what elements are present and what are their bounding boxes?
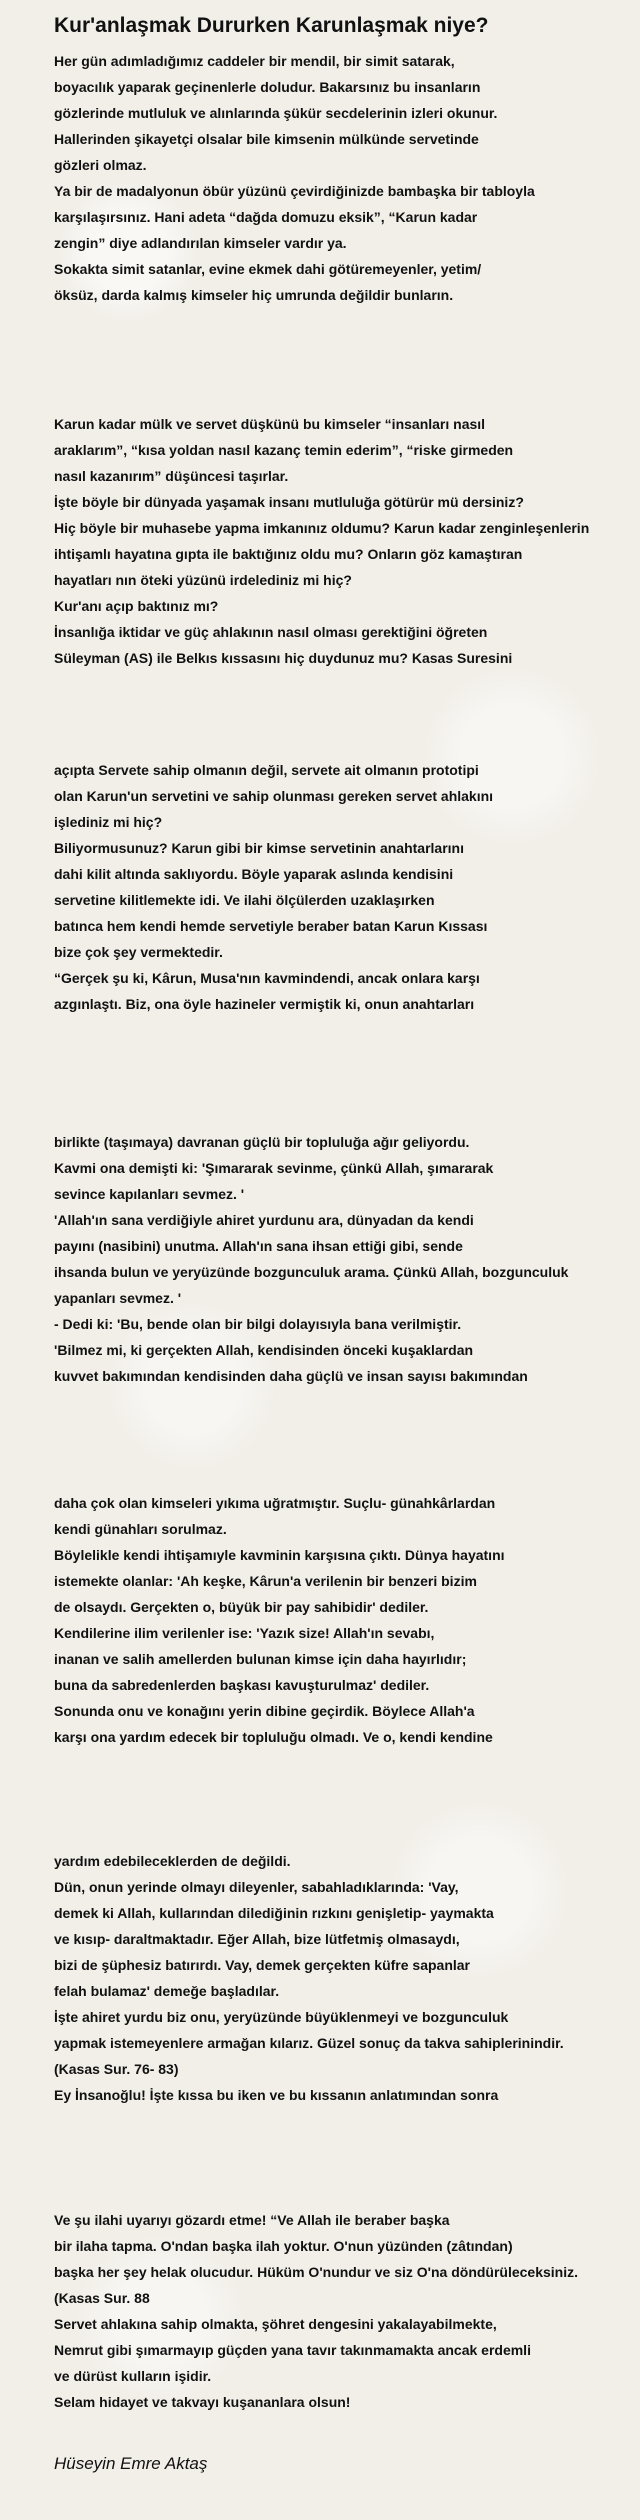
text-line: bize çok şey vermektedir. [54, 944, 223, 960]
text-line: Dün, onun yerinde olmayı dileyenler, sabahladıklarında: 'Vay, [54, 1879, 459, 1895]
text-line: işlediniz mi hiç? [54, 814, 163, 830]
paragraph-2 [54, 411, 634, 671]
text-line: servetine kilitlemekte idi. Ve ilahi ölçülerden uzaklaşırken [54, 892, 435, 908]
text-line: karşılaşırsınız. Hani adeta “dağda domuzu eksik”, “Karun kadar [54, 209, 478, 225]
text-line: demek ki Allah, kullarından dilediğinin rızkını genişletip- yaymakta [54, 1905, 494, 1921]
text-line: ve dürüst kulların işidir. [54, 2368, 212, 2384]
text-line: Ve şu ilahi uyarıyı gözardı etme! “Ve Allah ile beraber başka [54, 2212, 450, 2228]
text-line: İşte böyle bir dünyada yaşamak insanı mutluluğa götürür mü dersiniz? [54, 494, 524, 510]
text-line: azgınlaştı. Biz, ona öyle hazineler vermiştik ki, onun anahtarları [54, 996, 475, 1012]
text-line: açıpta Servete sahip olmanın değil, servete ait olmanın prototipi [54, 762, 479, 778]
text-line: olan Karun'un servetini ve sahip olunması gereken servet ahlakını [54, 788, 494, 804]
paragraph-6 [54, 1848, 634, 2108]
text-line: Kur'anı açıp baktınız mı? [54, 598, 219, 614]
text-line: buna da sabredenlerden başkası kavuşturulmaz' dediler. [54, 1677, 430, 1693]
text-line: daha çok olan kimseleri yıkıma uğratmıştır. Suçlu- günahkârlardan [54, 1495, 496, 1511]
text-line: inanan ve salih amellerden bulunan kimse için daha hayırlıdır; [54, 1651, 467, 1667]
text-line: başka her şey helak olucudur. Hüküm O'nundur ve siz O'na döndürüleceksiniz. [54, 2264, 579, 2280]
text-line: Selam hidayet ve takvayı kuşananlara olsun! [54, 2394, 351, 2410]
text-line: ihtişamlı hayatına gıpta ile baktığınız oldu mu? Onların göz kamaştıran [54, 546, 523, 562]
text-line: öksüz, darda kalmış kimseler hiç umrunda değildir bunların. [54, 287, 454, 303]
text-line: 'Bilmez mi, ki gerçekten Allah, kendisinden önceki kuşaklardan [54, 1342, 474, 1358]
text-line: hayatları nın öteki yüzünü irdelediniz mi hiç? [54, 572, 352, 588]
text-line: payını (nasibini) unutma. Allah'ın sana ihsan ettiği gibi, sende [54, 1238, 463, 1254]
text-line: yardım edebileceklerden de değildi. [54, 1853, 291, 1869]
text-line: Biliyormusunuz? Karun gibi bir kimse servetinin anahtarlarını [54, 840, 464, 856]
text-line: ve kısıp- daraltmaktadır. Eğer Allah, bize lütfetmiş olmasaydı, [54, 1931, 460, 1947]
text-line: felah bulamaz' demeğe başladılar. [54, 1983, 280, 1999]
text-line: sevince kapılanları sevmez. ' [54, 1186, 245, 1202]
text-line: 'Allah'ın sana verdiğiyle ahiret yurdunu ara, dünyadan da kendi [54, 1212, 474, 1228]
text-line: Süleyman (AS) ile Belkıs kıssasını hiç duydunuz mu? Kasas Suresini [54, 650, 513, 666]
text-line: - Dedi ki: 'Bu, bende olan bir bilgi dolayısıyla bana verilmiştir. [54, 1316, 462, 1332]
text-line: “Gerçek şu ki, Kârun, Musa'nın kavmindendi, ancak onlara karşı [54, 970, 480, 986]
paragraph-5 [54, 1490, 634, 1750]
text-line: Servet ahlakına sahip olmakta, şöhret dengesini yakalayabilmekte, [54, 2316, 497, 2332]
text-line: zengin” diye adlandırılan kimseler vardır ya. [54, 235, 347, 251]
text-line: Karun kadar mülk ve servet düşkünü bu kimseler “insanları nasıl [54, 416, 486, 432]
text-line: istemekte olanlar: 'Ah keşke, Kârun'a verilenin bir benzeri bizim [54, 1573, 477, 1589]
text-line: Hiç böyle bir muhasebe yapma imkanınız oldumu? Karun kadar zenginleşenlerin [54, 520, 590, 536]
text-line: Nemrut gibi şımarmayıp güçden yana tavır takınmamakta ancak erdemli [54, 2342, 531, 2358]
text-line: batınca hem kendi hemde servetiyle beraber batan Karun Kıssası [54, 918, 488, 934]
text-line: ihsanda bulun ve yeryüzünde bozgunculuk arama. Çünkü Allah, bozgunculuk [54, 1264, 569, 1280]
text-line: Kavmi ona demişti ki: 'Şımararak sevinme, çünkü Allah, şımararak [54, 1160, 494, 1176]
text-line: İşte ahiret yurdu biz onu, yeryüzünde büyüklenmeyi ve bozgunculuk [54, 2009, 509, 2025]
text-line: karşı ona yardım edecek bir topluluğu olmadı. Ve o, kendi kendine [54, 1729, 493, 1745]
paragraph-1 [54, 48, 634, 308]
text-line: araklarım”, “kısa yoldan nasıl kazanç temin ederim”, “riske girmeden [54, 442, 514, 458]
text-line: boyacılık yaparak geçinenlerle doludur. Bakarsınız bu insanların [54, 79, 481, 95]
page-title: Kur'anlaşmak Dururken Karunlaşmak niye? [54, 14, 489, 37]
text-line: yapmak istemeyenlere armağan kılarız. Güzel sonuç da takva sahiplerinindir. [54, 2035, 564, 2051]
paragraph-3 [54, 757, 634, 1017]
text-line: Her gün adımladığımız caddeler bir mendil, bir simit satarak, [54, 53, 455, 69]
text-line: Ey İnsanoğlu! İşte kıssa bu iken ve bu kıssanın anlatımından sonra [54, 2087, 499, 2103]
text-line: (Kasas Sur. 88 [54, 2290, 150, 2306]
text-line: birlikte (taşımaya) davranan güçlü bir topluluğa ağır geliyordu. [54, 1134, 470, 1150]
text-line: kendi günahları sorulmaz. [54, 1521, 227, 1537]
text-line: yapanları sevmez. ' [54, 1290, 182, 1306]
author-signature: Hüseyin Emre Aktaş [54, 2454, 208, 2473]
text-line: dahi kilit altında saklıyordu. Böyle yaparak aslında kendisini [54, 866, 454, 882]
text-line: bir ilaha tapma. O'ndan başka ilah yoktur. O'nun yüzünden (zâtından) [54, 2238, 513, 2254]
text-line: gözleri olmaz. [54, 157, 147, 173]
text-line: İnsanlığa iktidar ve güç ahlakının nasıl olması gerektiğini öğreten [54, 624, 488, 640]
text-line: Sonunda onu ve konağını yerin dibine geçirdik. Böylece Allah'a [54, 1703, 475, 1719]
text-line: bizi de şüphesiz batırırdı. Vay, demek gerçekten küfre sapanlar [54, 1957, 471, 1973]
text-line: gözlerinde mutluluk ve alınlarında şükür secdelerinin izleri okunur. [54, 105, 498, 121]
text-line: nasıl kazanırım” düşüncesi taşırlar. [54, 468, 289, 484]
text-line: (Kasas Sur. 76- 83) [54, 2061, 179, 2077]
text-line: Kendilerine ilim verilenler ise: 'Yazık size! Allah'ın sevabı, [54, 1625, 435, 1641]
paragraph-7 [54, 2207, 634, 2415]
text-line: Hallerinden şikayetçi olsalar bile kimsenin mülkünde servetinde [54, 131, 479, 147]
paragraph-4 [54, 1129, 634, 1389]
text-line: kuvvet bakımından kendisinden daha güçlü ve insan sayısı bakımından [54, 1368, 528, 1384]
text-line: Böylelikle kendi ihtişamıyle kavminin karşısına çıktı. Dünya hayatını [54, 1547, 505, 1563]
text-line: de olsaydı. Gerçekten o, büyük bir pay sahibidir' dediler. [54, 1599, 429, 1615]
text-line: Ya bir de madalyonun öbür yüzünü çevirdiğinizde bambaşka bir tabloyla [54, 183, 535, 199]
text-line: Sokakta simit satanlar, evine ekmek dahi götüremeyenler, yetim/ [54, 261, 482, 277]
